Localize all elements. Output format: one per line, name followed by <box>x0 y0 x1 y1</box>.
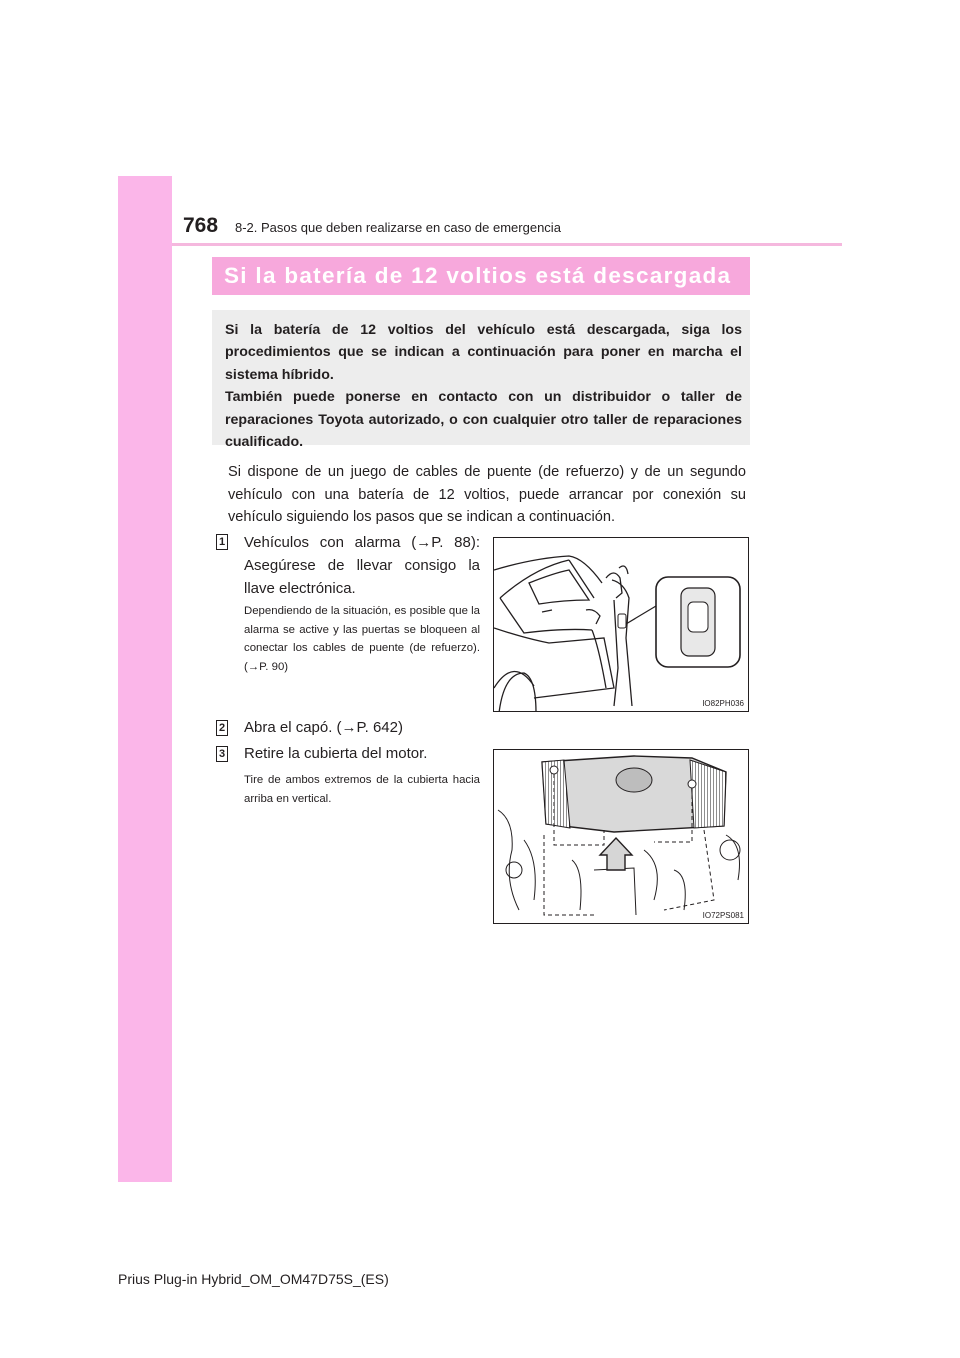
step-1-text: Vehículos con alarma (→P. 88): Asegúrese de llevar consigo la llave electrónica. <box>244 534 480 597</box>
footer-document-id: Prius Plug-in Hybrid_OM_OM47D75S_(ES) <box>118 1271 389 1287</box>
section-title-bar <box>212 257 750 295</box>
figure-2-code: IO72PS081 <box>702 911 744 920</box>
body-paragraph: Si dispone de un juego de cables de puente (de refuerzo) y de un segundo vehículo con una batería de 12 voltios, puede arrancar por conexión su vehículo siguiendo los pasos que se indican a continuación. <box>228 464 746 526</box>
figure-car-door-key <box>493 537 749 712</box>
section-tab-band <box>118 176 172 1182</box>
step-number-2: 2 <box>216 720 228 736</box>
engine-cover-illustration <box>494 750 749 924</box>
section-title: Si la batería de 12 voltios está descargada <box>224 263 732 288</box>
intro-paragraph-1: Si la batería de 12 voltios del vehículo está descargada, siga los procedimientos que se indican a continuación para poner en marcha el sistema híbrido. <box>225 322 742 383</box>
intro-paragraph-2: También puede ponerse en contacto con un distribuidor o taller de reparaciones Toyota autorizado, o con cualquier otro taller de reparaciones cualificado. <box>225 389 742 451</box>
figure-engine-cover <box>493 749 749 924</box>
page-number: 768 <box>183 214 219 237</box>
step-3-text: Retire la cubierta del motor. <box>244 745 428 762</box>
step-2-text: Abra el capó. (→P. 642) <box>244 719 403 736</box>
step-1-note: Dependiendo de la situación, es posible que la alarma se active y las puertas se bloqueen al conectar los cables de puente (de refuerzo). (→P. 90) <box>244 605 480 673</box>
figure-1-code: IO82PH036 <box>702 699 744 708</box>
header-rule <box>172 243 842 246</box>
step-number-1: 1 <box>216 534 228 550</box>
step-3-note: Tire de ambos extremos de la cubierta hacia arriba en vertical. <box>244 774 480 805</box>
intro-box <box>212 310 750 451</box>
car-door-illustration <box>494 538 749 712</box>
step-number-3: 3 <box>216 746 228 762</box>
running-header: 8-2. Pasos que deben realizarse en caso de emergencia <box>235 220 561 235</box>
